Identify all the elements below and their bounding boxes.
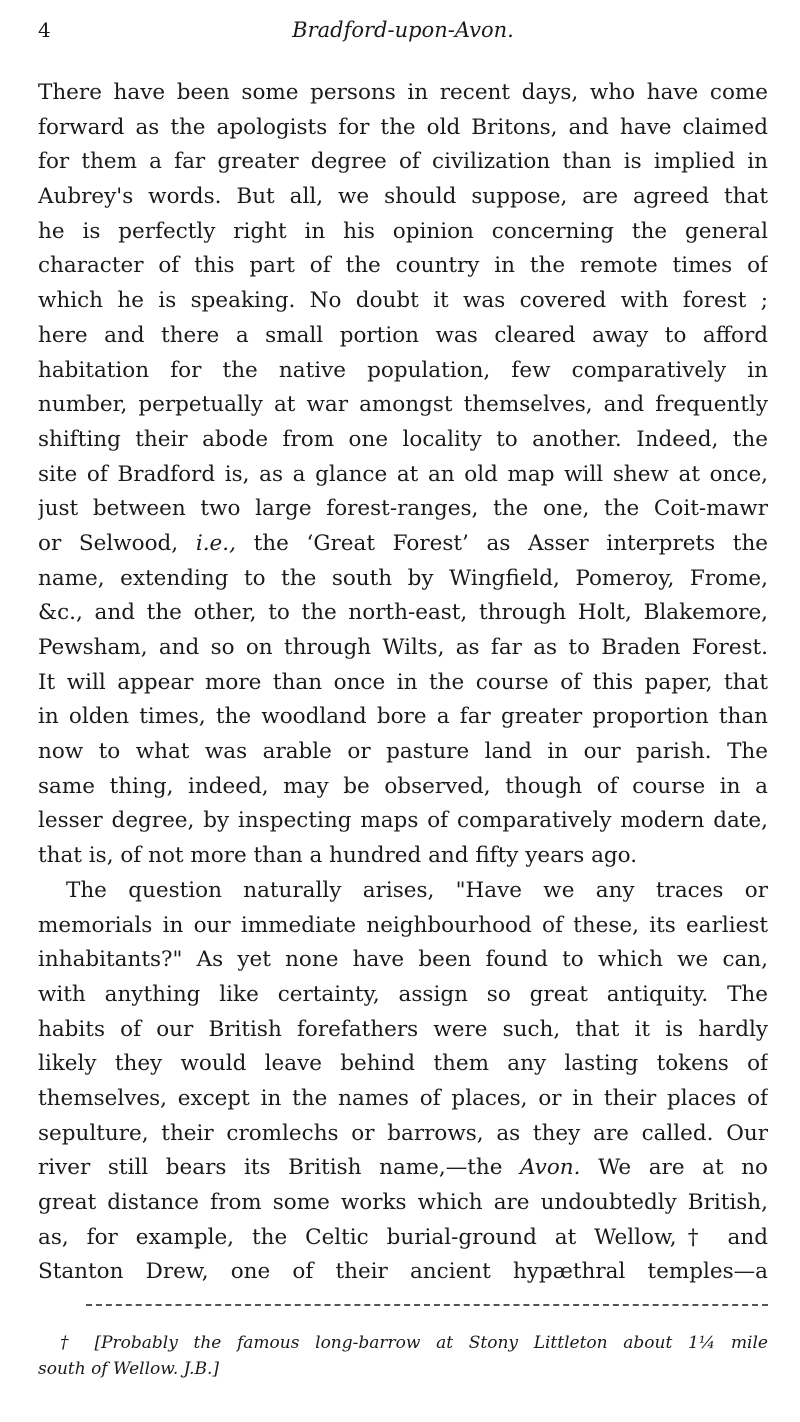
text-segment: river still bears its British name,—the — [38, 1155, 521, 1181]
text-line: themselves, except in the names of places, or in their places of — [38, 1085, 768, 1111]
text-line: inhabitants?" As yet none have been found to which we can, — [38, 947, 768, 973]
text-line: great distance from some works which are undoubtedly British, — [38, 1190, 768, 1215]
text-line: name, extending to the south by Wingfield, Pomeroy, Frome, — [38, 565, 768, 591]
text-line: in olden times, the woodland bore a far greater proportion than — [38, 704, 768, 730]
text-line: memorials in our immediate neighbourhood of these, its earliest — [38, 912, 768, 938]
text-line — [38, 1151, 768, 1186]
text-line: he is perfectly right in his opinion concerning the general — [38, 218, 768, 244]
text-line: habits of our British forefathers were such, that it is hardly — [38, 1016, 768, 1042]
footnote-divider — [86, 1304, 768, 1306]
text-line: with anything like certainty, assign so great antiquity. The — [38, 981, 768, 1007]
text-line: now to what was arable or pasture land in our parish. The — [38, 739, 768, 765]
italic-avon: Avon. — [520, 1155, 581, 1181]
page-header — [38, 16, 768, 50]
footnote-line: south of Wellow. J.B.] — [38, 1359, 220, 1379]
body-text — [38, 76, 768, 1290]
text-line: Stanton Drew, one of their ancient hypæthral temples—a — [38, 1259, 768, 1285]
text-line: Pewsham, and so on through Wilts, as far as to Braden Forest. — [38, 635, 768, 660]
running-title: Bradford-upon-Avon. — [292, 18, 514, 42]
italic-ie: i.e., — [195, 530, 236, 556]
text-line: here and there a small portion was cleared away to afford — [38, 322, 768, 348]
text-segment: or Selwood, — [38, 530, 196, 556]
text-line: for them a far greater degree of civilization than is implied in — [38, 149, 768, 175]
text-line: Aubrey's words. But all, we should suppose, are agreed that — [38, 184, 768, 210]
text-line: lesser degree, by inspecting maps of comparatively modern date, — [38, 808, 768, 834]
text-segment: the ‘Great Forest’ as Asser interprets the — [235, 530, 768, 556]
text-line: forward as the apologists for the old Britons, and have claimed — [38, 114, 768, 140]
text-line: character of this part of the country in the remote times of — [38, 253, 768, 279]
page-number: 4 — [38, 18, 51, 42]
text-line: There have been some persons in recent days, who have come — [38, 80, 768, 105]
text-line: which he is speaking. No doubt it was covered with forest ; — [38, 288, 768, 314]
text-line: that is, of not more than a hundred and fifty years ago. — [38, 843, 638, 869]
text-line: number, perpetually at war amongst themselves, and frequently — [38, 392, 768, 418]
text-segment: We are at no — [580, 1155, 768, 1181]
text-line: sepulture, their cromlechs or barrows, as they are called. Our — [38, 1120, 768, 1146]
text-line: habitation for the native population, few comparatively in — [38, 357, 768, 383]
text-line: shifting their abode from one locality to another. Indeed, the — [38, 426, 768, 452]
text-line: It will appear more than once in the course of this paper, that — [38, 669, 768, 695]
text-line: same thing, indeed, may be observed, though of course in a — [38, 773, 768, 799]
text-line: just between two large forest-ranges, the one, the Coit-mawr — [38, 496, 768, 522]
footnote — [38, 1330, 768, 1382]
text-line: &c., and the other, to the north-east, through Holt, Blakemore, — [38, 600, 768, 626]
footnote-line: † [Probably the famous long-barrow at Stony Littleton about 1¼ mile — [60, 1333, 768, 1353]
text-line — [38, 527, 768, 562]
text-line: The question naturally arises, "Have we any traces or — [66, 877, 768, 903]
text-line: as, for example, the Celtic burial-ground at Wellow,† and — [38, 1224, 768, 1250]
text-line: likely they would leave behind them any lasting tokens of — [38, 1051, 768, 1077]
text-line: site of Bradford is, as a glance at an old map will shew at once, — [38, 461, 768, 487]
